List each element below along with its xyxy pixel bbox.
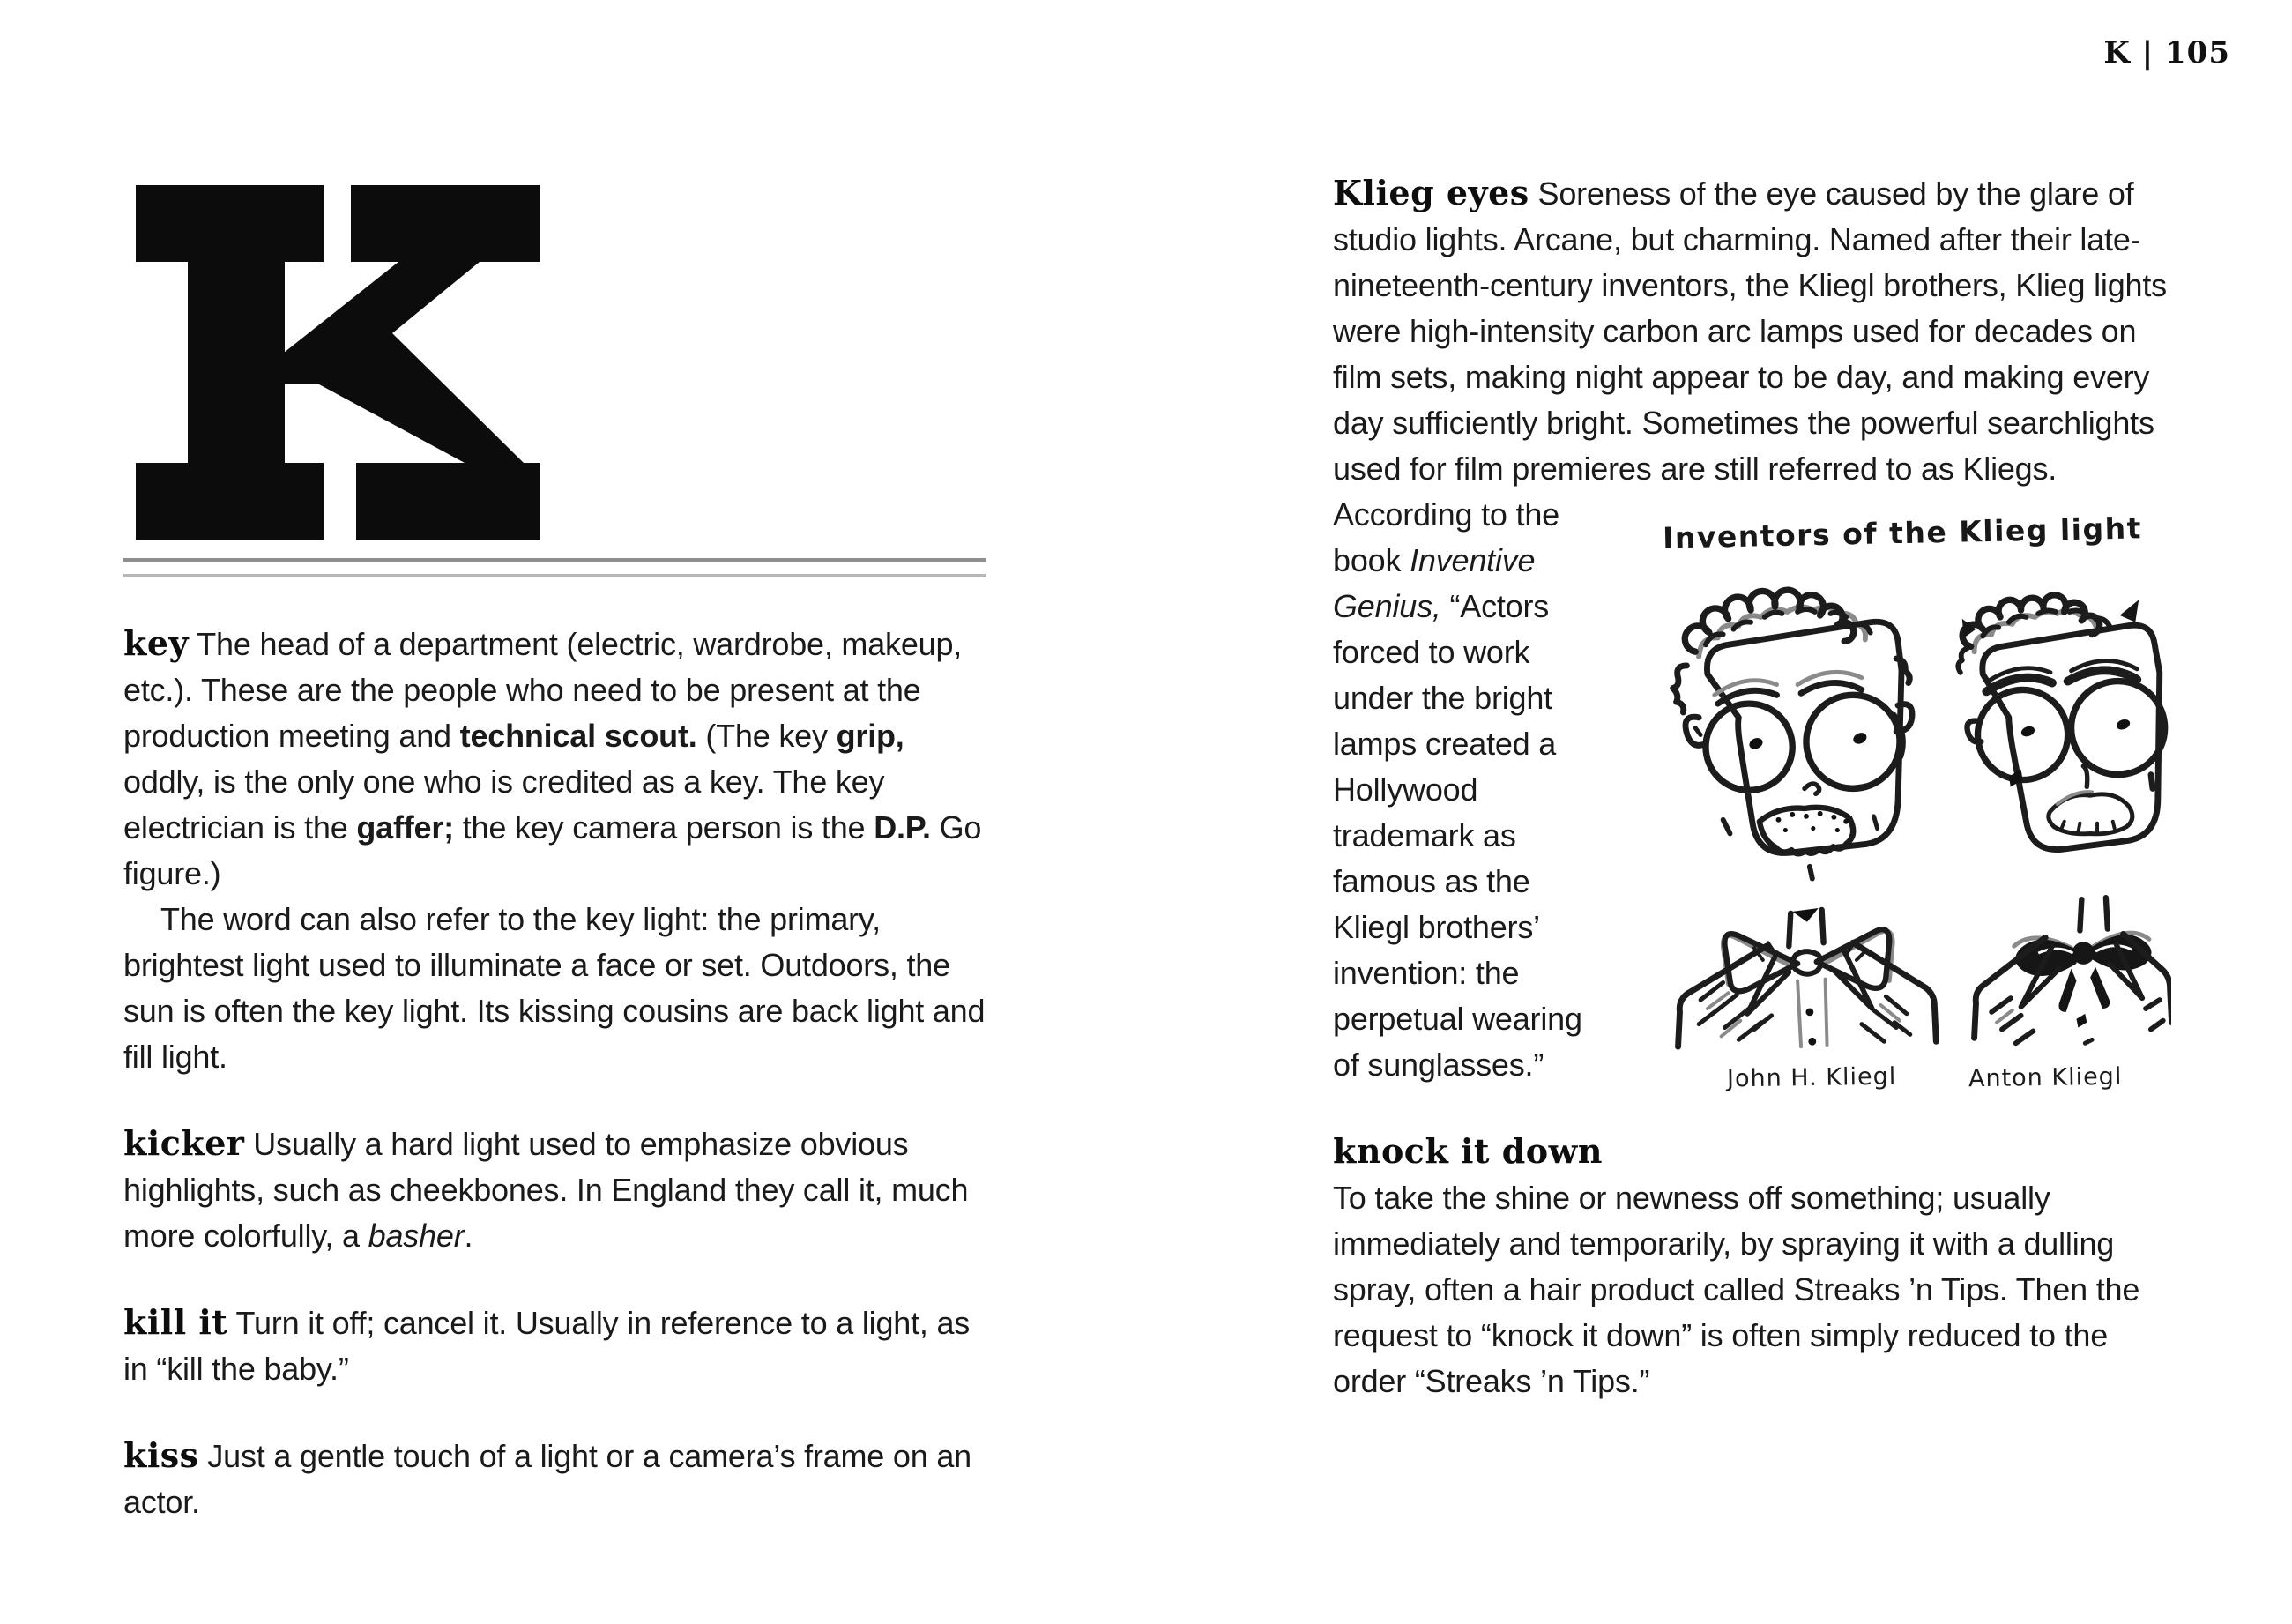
text-run: the key camera person is the (453, 809, 874, 846)
headword: knock it down (1333, 1131, 1603, 1171)
text-run: oddly, is the only one who is credited as a key. The key electrician is the (123, 764, 885, 846)
headword: kicker (123, 1123, 245, 1163)
text-run: grip, (836, 718, 904, 754)
text-run: gaffer; (356, 809, 454, 846)
text-run: Inventive Genius, (1333, 542, 1536, 624)
glossary-entry (123, 1300, 987, 1392)
dropcap-k (136, 185, 540, 540)
headword: kiss (123, 1435, 199, 1475)
text-run: “Actors forced to work under the bright lamps created a Hollywood trademark as famous as the Kliegl brothers’ invention: the perpetual wearing of sunglasses.” (1333, 588, 1582, 1083)
page-header: K | 105 (2103, 35, 2230, 71)
headword: Klieg eyes (1333, 173, 1529, 212)
double-rule (123, 558, 986, 577)
text-run: . (464, 1218, 473, 1254)
text-run: Just a gentle touch of a light or a camera’s frame on an actor. (123, 1438, 971, 1520)
paragraph (123, 1121, 987, 1259)
anton-figure (1958, 595, 2171, 1043)
text-run: Turn it off; cancel it. Usually in reference to a light, as in “kill the baby.” (123, 1305, 971, 1387)
illustration-names (1630, 1055, 2175, 1101)
kliegl-illustration (1630, 496, 2175, 1140)
paragraph (123, 621, 987, 897)
glossary-entry (123, 1121, 987, 1259)
left-entries (123, 618, 987, 1525)
text-run: To take the shine or newness off something; usually immediately and temporarily, by spraying it with a dulling spray, often a hair product called Streaks ’n Tips. Then the request to “knock it down” is often simply reduced to the order “Streaks ’n Tips.” (1333, 1180, 2140, 1399)
paragraph (123, 1433, 987, 1525)
glossary-entry (123, 1433, 987, 1525)
dropcap-k-graphic (136, 185, 540, 540)
glossary-entry (123, 621, 987, 1080)
text-run: Go figure.) (123, 809, 982, 891)
text-run: Usually a hard light used to emphasize obvious highlights, such as cheekbones. In England they call it, much more colorfully, a (123, 1126, 969, 1254)
text-run: Soreness of the eye caused by the glare of studio lights. Arcane, but charming. Named after their late-nineteenth-century inventors, the Kliegl brothers, Klieg lights were high-intensity carbon arc lamps used for decades on film sets, making night appear to be day, and making every day sufficiently bright. Sometimes the powerful searchlights used for film premieres are still referred to as Kliegs. According to the book (1333, 175, 2167, 578)
text-run: The head of a department (electric, wardrobe, makeup, etc.). These are the people who need to be present at the production meeting and (123, 626, 963, 754)
paragraph (1333, 1129, 2175, 1404)
right-flow (1333, 168, 2175, 1404)
name-john: John H. Kliegl (1726, 1062, 1897, 1093)
paragraph (123, 897, 987, 1080)
text-run: (The key (696, 718, 837, 754)
text-run: technical scout. (459, 718, 697, 754)
glossary-entry (1333, 1129, 2175, 1404)
headword: kill it (123, 1302, 228, 1342)
name-anton: Anton Kliegl (1968, 1062, 2123, 1093)
text-run: basher (368, 1218, 465, 1254)
john-figure (1673, 590, 1937, 1047)
illustration-caption: Inventors of the Klieg light (1662, 510, 2143, 555)
kliegl-brothers-drawing (1633, 562, 2171, 1055)
text-run: The word can also refer to the key light: the primary, brightest light used to illuminate a face or set. Outdoors, the sun is often the key light. Its kissing cousins are back light and fill light. (123, 901, 986, 1075)
right-column (1333, 168, 2175, 1404)
text-run: D.P. (874, 809, 931, 846)
headword: key (123, 623, 190, 663)
paragraph (123, 1300, 987, 1392)
